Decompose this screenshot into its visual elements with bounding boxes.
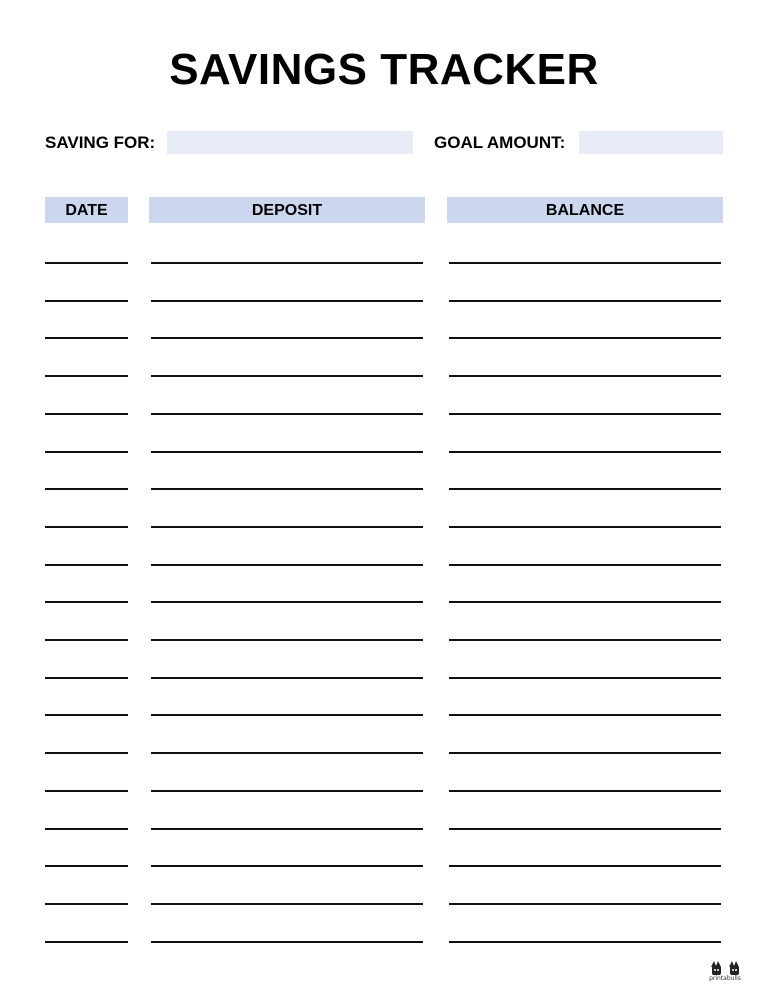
balance-line[interactable] <box>449 451 721 453</box>
column-header-date: DATE <box>45 197 128 223</box>
date-line[interactable] <box>45 601 128 603</box>
goal-amount-label: GOAL AMOUNT: <box>434 133 566 152</box>
balance-line[interactable] <box>449 526 721 528</box>
deposit-line[interactable] <box>151 564 423 566</box>
balance-line[interactable] <box>449 337 721 339</box>
deposit-line[interactable] <box>151 262 423 264</box>
deposit-line[interactable] <box>151 300 423 302</box>
balance-line[interactable] <box>449 564 721 566</box>
date-line[interactable] <box>45 828 128 830</box>
balance-line[interactable] <box>449 903 721 905</box>
date-line[interactable] <box>45 413 128 415</box>
date-line[interactable] <box>45 677 128 679</box>
date-line[interactable] <box>45 903 128 905</box>
date-line[interactable] <box>45 865 128 867</box>
date-line[interactable] <box>45 790 128 792</box>
deposit-line[interactable] <box>151 488 423 490</box>
deposit-line[interactable] <box>151 526 423 528</box>
balance-line[interactable] <box>449 941 721 943</box>
deposit-line[interactable] <box>151 337 423 339</box>
date-line[interactable] <box>45 752 128 754</box>
date-line[interactable] <box>45 488 128 490</box>
deposit-line[interactable] <box>151 903 423 905</box>
balance-line[interactable] <box>449 488 721 490</box>
balance-line[interactable] <box>449 262 721 264</box>
balance-line[interactable] <box>449 375 721 377</box>
balance-line[interactable] <box>449 714 721 716</box>
column-header-balance: BALANCE <box>447 197 723 223</box>
balance-line[interactable] <box>449 300 721 302</box>
page-title: SAVINGS TRACKER <box>169 45 599 94</box>
date-line[interactable] <box>45 714 128 716</box>
date-line[interactable] <box>45 375 128 377</box>
date-line[interactable] <box>45 639 128 641</box>
deposit-line[interactable] <box>151 714 423 716</box>
printabulls-logo-icon <box>705 957 745 987</box>
balance-line[interactable] <box>449 790 721 792</box>
date-line[interactable] <box>45 941 128 943</box>
deposit-line[interactable] <box>151 941 423 943</box>
date-line[interactable] <box>45 300 128 302</box>
deposit-line[interactable] <box>151 752 423 754</box>
deposit-line[interactable] <box>151 790 423 792</box>
date-line[interactable] <box>45 337 128 339</box>
date-line[interactable] <box>45 564 128 566</box>
deposit-line[interactable] <box>151 677 423 679</box>
brand-name: printabulls <box>709 975 741 982</box>
balance-line[interactable] <box>449 677 721 679</box>
deposit-line[interactable] <box>151 865 423 867</box>
deposit-line[interactable] <box>151 413 423 415</box>
column-header-deposit: DEPOSIT <box>149 197 425 223</box>
deposit-line[interactable] <box>151 601 423 603</box>
balance-line[interactable] <box>449 639 721 641</box>
deposit-line[interactable] <box>151 639 423 641</box>
balance-line[interactable] <box>449 865 721 867</box>
balance-line[interactable] <box>449 601 721 603</box>
deposit-line[interactable] <box>151 451 423 453</box>
balance-line[interactable] <box>449 828 721 830</box>
date-line[interactable] <box>45 526 128 528</box>
date-line[interactable] <box>45 262 128 264</box>
balance-line[interactable] <box>449 413 721 415</box>
deposit-line[interactable] <box>151 828 423 830</box>
date-line[interactable] <box>45 451 128 453</box>
balance-line[interactable] <box>449 752 721 754</box>
saving-for-label: SAVING FOR: <box>45 133 156 152</box>
deposit-line[interactable] <box>151 375 423 377</box>
